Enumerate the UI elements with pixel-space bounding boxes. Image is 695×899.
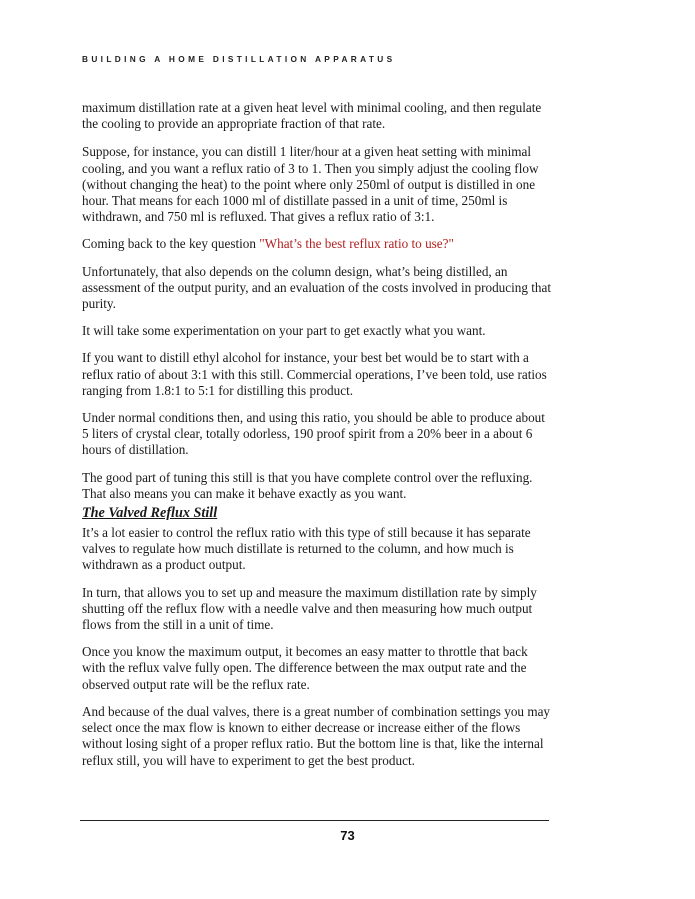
paragraph-9: It’s a lot easier to control the reflux ratio with this type of still because it has separate valves to regulate how much distillate is returned to the column, and how much is withdrawn as a product output. <box>82 525 531 573</box>
paragraph-11: Once you know the maximum output, it becomes an easy matter to throttle that back with the reflux valve fully open. The difference between the max output rate and the observed output rate will be the reflux rate. <box>82 644 528 692</box>
paragraph-12: And because of the dual valves, there is a great number of combination settings you may select once the max flow is known to either decrease or increase either of the flows without losing sight of a proper reflux ratio. But the bottom line is that, like the internal reflux still, you will have to experiment to get the best product. <box>82 703 551 768</box>
running-header: BUILDING A HOME DISTILLATION APPARATUS <box>82 54 396 64</box>
page-number: 73 <box>340 828 355 843</box>
page-body <box>82 100 552 780</box>
paragraph-5: It will take some experimentation on your part to get exactly what you want. <box>82 323 486 339</box>
paragraph-4: Unfortunately, that also depends on the column design, what’s being distilled, an assessment of the output purity, and an evaluation of the costs involved in producing that purity. <box>82 263 552 312</box>
paragraph-10: In turn, that allows you to set up and measure the maximum distillation rate by simply shutting off the reflux flow with a needle valve and then measuring how much output flows from the still in a unit of time. <box>82 584 537 633</box>
section-heading: The Valved Reflux Still <box>82 505 218 522</box>
paragraph-6: If you want to distill ethyl alcohol for instance, your best bet would be to start with a reflux ratio of about 3:1 with this still. Commercial operations, I’ve been told, use ratios ranging from 1.8:1 to 5:1 for distilling this product. <box>82 350 547 398</box>
paragraph-3 <box>82 236 552 252</box>
key-question-quote: "What’s the best reflux ratio to use?" <box>259 236 454 252</box>
footer-divider <box>80 820 549 821</box>
paragraph-7: Under normal conditions then, and using this ratio, you should be able to produce about 5 liters of crystal clear, totally odorless, 190 proof spirit from a 20% beer in a about 6 hours of distillation. <box>82 410 545 458</box>
paragraph-1: maximum distillation rate at a given heat level with minimal cooling, and then regulate the cooling to provide an appropriate fraction of that rate. <box>82 100 542 132</box>
paragraph-3-intro: Coming back to the key question <box>82 236 260 252</box>
paragraph-8: The good part of tuning this still is that you have complete control over the refluxing. That also means you can make it behave exactly as you want. <box>82 469 533 501</box>
paragraph-2: Suppose, for instance, you can distill 1 liter/hour at a given heat setting with minimal cooling, and you want a reflux ratio of 3 to 1. Then you simply adjust the cooling flow (without changing the heat) to the point where only 250ml of output is distilled in one hour. That means for each 1000 ml of distillate passed in a unit of time, 250ml is withdrawn, and 750 ml is refluxed. That gives a reflux ratio of 3:1. <box>82 144 539 225</box>
